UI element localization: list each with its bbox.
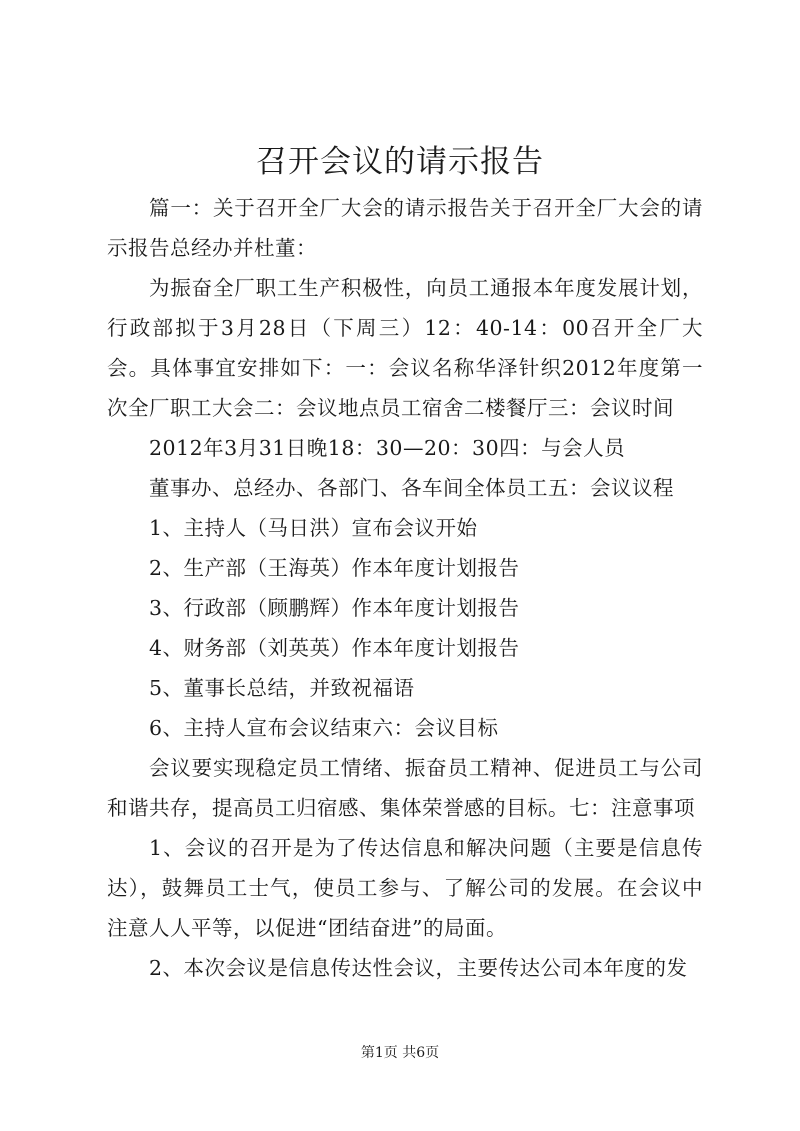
agenda-item: 6、主持人宣布会议结束六：会议目标 <box>149 716 499 740</box>
paragraph: 为振奋全厂职工生产积极性，向员工通报本年度发展计划，行政部拟于3月28日（下周三）12：40-14：00召开全厂大会。具体事宜安排如下：一：会议名称华泽针织2012年度第一次全厂职工大会二：会议地点员工宿舍二楼餐厅三：会议时间 <box>107 276 703 420</box>
agenda-item: 4、财务部（刘英英）作本年度计划报告 <box>149 636 520 660</box>
document-title: 召开会议的请示报告 <box>256 144 544 180</box>
paragraph: 董事办、总经办、各部门、各车间全体员工五：会议议程 <box>149 476 674 500</box>
agenda-item: 5、董事长总结，并致祝福语 <box>149 676 415 700</box>
agenda-item: 2、生产部（王海英）作本年度计划报告 <box>149 556 520 580</box>
page-footer: 第1页 共6页 <box>360 1045 440 1061</box>
note-item: 1、会议的召开是为了传达信息和解决问题（主要是信息传达），鼓舞员工士气，使员工参与、了解公司的发展。在会议中注意人人平等，以促进“团结奋进”的局面。 <box>107 836 703 940</box>
note-item: 2、本次会议是信息传达性会议，主要传达公司本年度的发 <box>149 956 688 980</box>
paragraph: 篇一：关于召开全厂大会的请示报告关于召开全厂大会的请示报告总经办并杜董： <box>107 196 703 260</box>
paragraph: 2012年3月31日晚18：30—20：30四：与会人员 <box>149 436 626 460</box>
agenda-item: 1、主持人（马日洪）宣布会议开始 <box>149 516 478 540</box>
document-body <box>107 188 703 988</box>
paragraph: 会议要实现稳定员工情绪、振奋员工精神、促进员工与公司和谐共存，提高员工归宿感、集体荣誉感的目标。七：注意事项 <box>107 756 703 820</box>
agenda-item: 3、行政部（顾鹏辉）作本年度计划报告 <box>149 596 520 620</box>
